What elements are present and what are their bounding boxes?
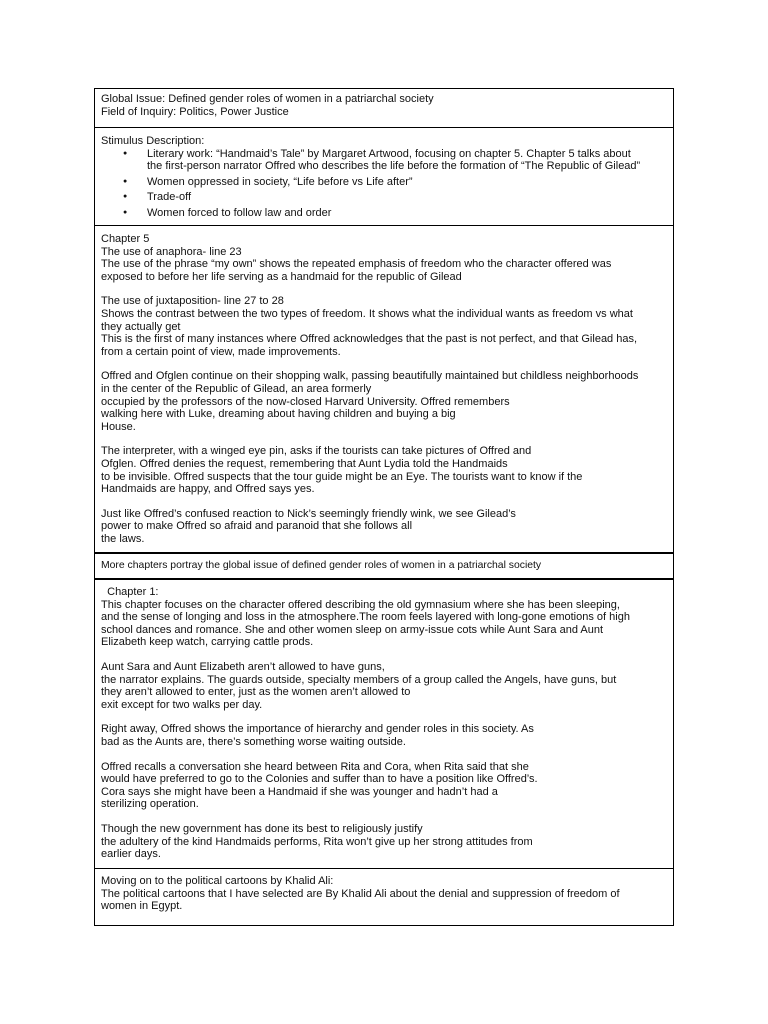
stimulus-bullet-list: [101, 148, 667, 220]
text-line: and the sense of longing and loss in the atmosphere.The room feels layered with long-gone emotions of high: [101, 611, 630, 624]
paragraph: [101, 586, 667, 649]
global-issue-line: Global Issue: Defined gender roles of women in a patriarchal society: [101, 93, 434, 105]
bullet-item: [101, 207, 667, 220]
text-line: power to make Offred so afraid and paranoid that she follows all: [101, 520, 413, 533]
paragraph: [101, 661, 667, 711]
text-line: Elizabeth keep watch, carrying cattle prods.: [101, 636, 314, 649]
text-line: the adultery of the kind Handmaids performs, Rita won’t give up her strong attitudes from: [101, 835, 533, 848]
text-line: they actually get: [101, 320, 181, 333]
chapter-5-analysis-cell: [95, 226, 673, 554]
text-line: earlier days.: [101, 848, 161, 861]
text-line: House.: [101, 420, 136, 433]
paragraph: [101, 445, 667, 495]
text-line: women in Egypt.: [101, 900, 183, 913]
text-line: they aren’t allowed to enter, just as the women aren’t allowed to: [101, 686, 411, 699]
text-line: Handmaids are happy, and Offred says yes.: [101, 483, 315, 496]
text-line: Right away, Offred shows the importance of hierarchy and gender roles in this society. As: [101, 723, 534, 736]
text-line: the narrator explains. The guards outside, specialty members of a group called the Angels, have guns, but: [101, 673, 617, 686]
political-cartoons-cell: [95, 869, 673, 925]
text-line: from a certain point of view, made improvements.: [101, 345, 341, 358]
text-line: This chapter focuses on the character offered describing the old gymnasium where she has been sleeping,: [101, 598, 620, 611]
text-line: Ofglen. Offred denies the request, remembering that Aunt Lydia told the Handmaids: [101, 457, 508, 470]
text-line: Though the new government has done its best to religiously justify: [101, 822, 423, 835]
field-of-inquiry-line: Field of Inquiry: Politics, Power Justice: [101, 105, 289, 118]
text-line: walking here with Luke, dreaming about having children and buying a big: [101, 408, 456, 421]
text-line: occupied by the professors of the now-closed Harvard University. Offred remembers: [101, 395, 510, 408]
text-line: Cora says she might have been a Handmaid if she was younger and hadn’t had a: [101, 785, 498, 798]
text-line: The political cartoons that I have selected are By Khalid Ali about the denial and suppression of freedom of: [101, 887, 620, 900]
text-line: Shows the contrast between the two types of freedom. It shows what the individual wants as freedom vs what: [101, 307, 633, 320]
text-line: would have preferred to go to the Colonies and suffer than to have a position like Offred’s.: [101, 773, 538, 786]
more-chapters-text: More chapters portray the global issue of defined gender roles of women in a patriarchal society: [101, 560, 542, 571]
paragraph: [101, 370, 667, 433]
text-line: This is the first of many instances where Offred acknowledges that the past is not perfect, and that Gilead has,: [101, 333, 638, 346]
bullet-text: ● Trade-off: [147, 191, 192, 204]
text-line: Offred and Ofglen continue on their shopping walk, passing beautifully maintained but childless neighborhoods: [101, 370, 639, 383]
bullet-text: ● Literary work: “Handmaid’s Tale” by Margaret Artwood, focusing on chapter 5. Chapter 5 talks about: [147, 147, 631, 160]
text-line: Chapter 5: [101, 233, 150, 245]
text-line: the laws.: [101, 532, 145, 545]
bullet-text: ● Women forced to follow law and order: [147, 206, 332, 219]
bullet-text: ● Women oppressed in society, “Life before vs Life after”: [147, 175, 413, 188]
paragraph: [101, 233, 667, 283]
text-line: Moving on to the political cartoons by Khalid Ali:: [101, 875, 334, 887]
text-line: The use of anaphora- line 23: [101, 245, 242, 258]
text-line: Just like Offred’s confused reaction to Nick’s seemingly friendly wink, we see Gilead’s: [101, 507, 516, 520]
document-table: [94, 88, 674, 926]
bullet-item: [101, 148, 667, 173]
paragraph: [101, 723, 667, 748]
paragraph: [101, 508, 667, 546]
text-line: exposed to before her life serving as a handmaid for the republic of Gilead: [101, 270, 462, 283]
stimulus-description-cell: [95, 128, 673, 226]
text-line: Offred recalls a conversation she heard between Rita and Cora, when Rita said that she: [101, 760, 529, 773]
text-line: exit except for two walks per day.: [101, 698, 263, 711]
text-line: Chapter 1:: [101, 586, 159, 598]
text-line: bad as the Aunts are, there’s something worse waiting outside.: [101, 735, 406, 748]
text-line: to be invisible. Offred suspects that the tour guide might be an Eye. The tourists want to know if the: [101, 470, 583, 483]
text-line: The use of the phrase “my own” shows the repeated emphasis of freedom who the character offered was: [101, 258, 612, 271]
bullet-item: [101, 191, 667, 204]
more-chapters-cell: [95, 554, 673, 580]
text-line: Aunt Sara and Aunt Elizabeth aren’t allowed to have guns,: [101, 660, 385, 673]
stimulus-heading: Stimulus Description:: [101, 135, 205, 147]
text-line: The use of juxtaposition- line 27 to 28: [101, 295, 284, 308]
chapter-1-analysis-cell: [95, 580, 673, 869]
global-issue-cell: [95, 89, 673, 128]
bullet-text: the first-person narrator Offred who describes the life before the formation of “The Republic of Gilead”: [147, 160, 641, 173]
text-line: in the center of the Republic of Gilead, an area formerly: [101, 382, 372, 395]
text-line: The interpreter, with a winged eye pin, asks if the tourists can take pictures of Offred and: [101, 445, 532, 458]
bullet-item: [101, 176, 667, 189]
text-line: school dances and romance. She and other women sleep on army-issue cots while Aunt Sara and Aunt: [101, 623, 604, 636]
text-line: sterilizing operation.: [101, 798, 199, 811]
paragraph: [101, 295, 667, 358]
paragraph: [101, 761, 667, 811]
paragraph: [101, 823, 667, 861]
